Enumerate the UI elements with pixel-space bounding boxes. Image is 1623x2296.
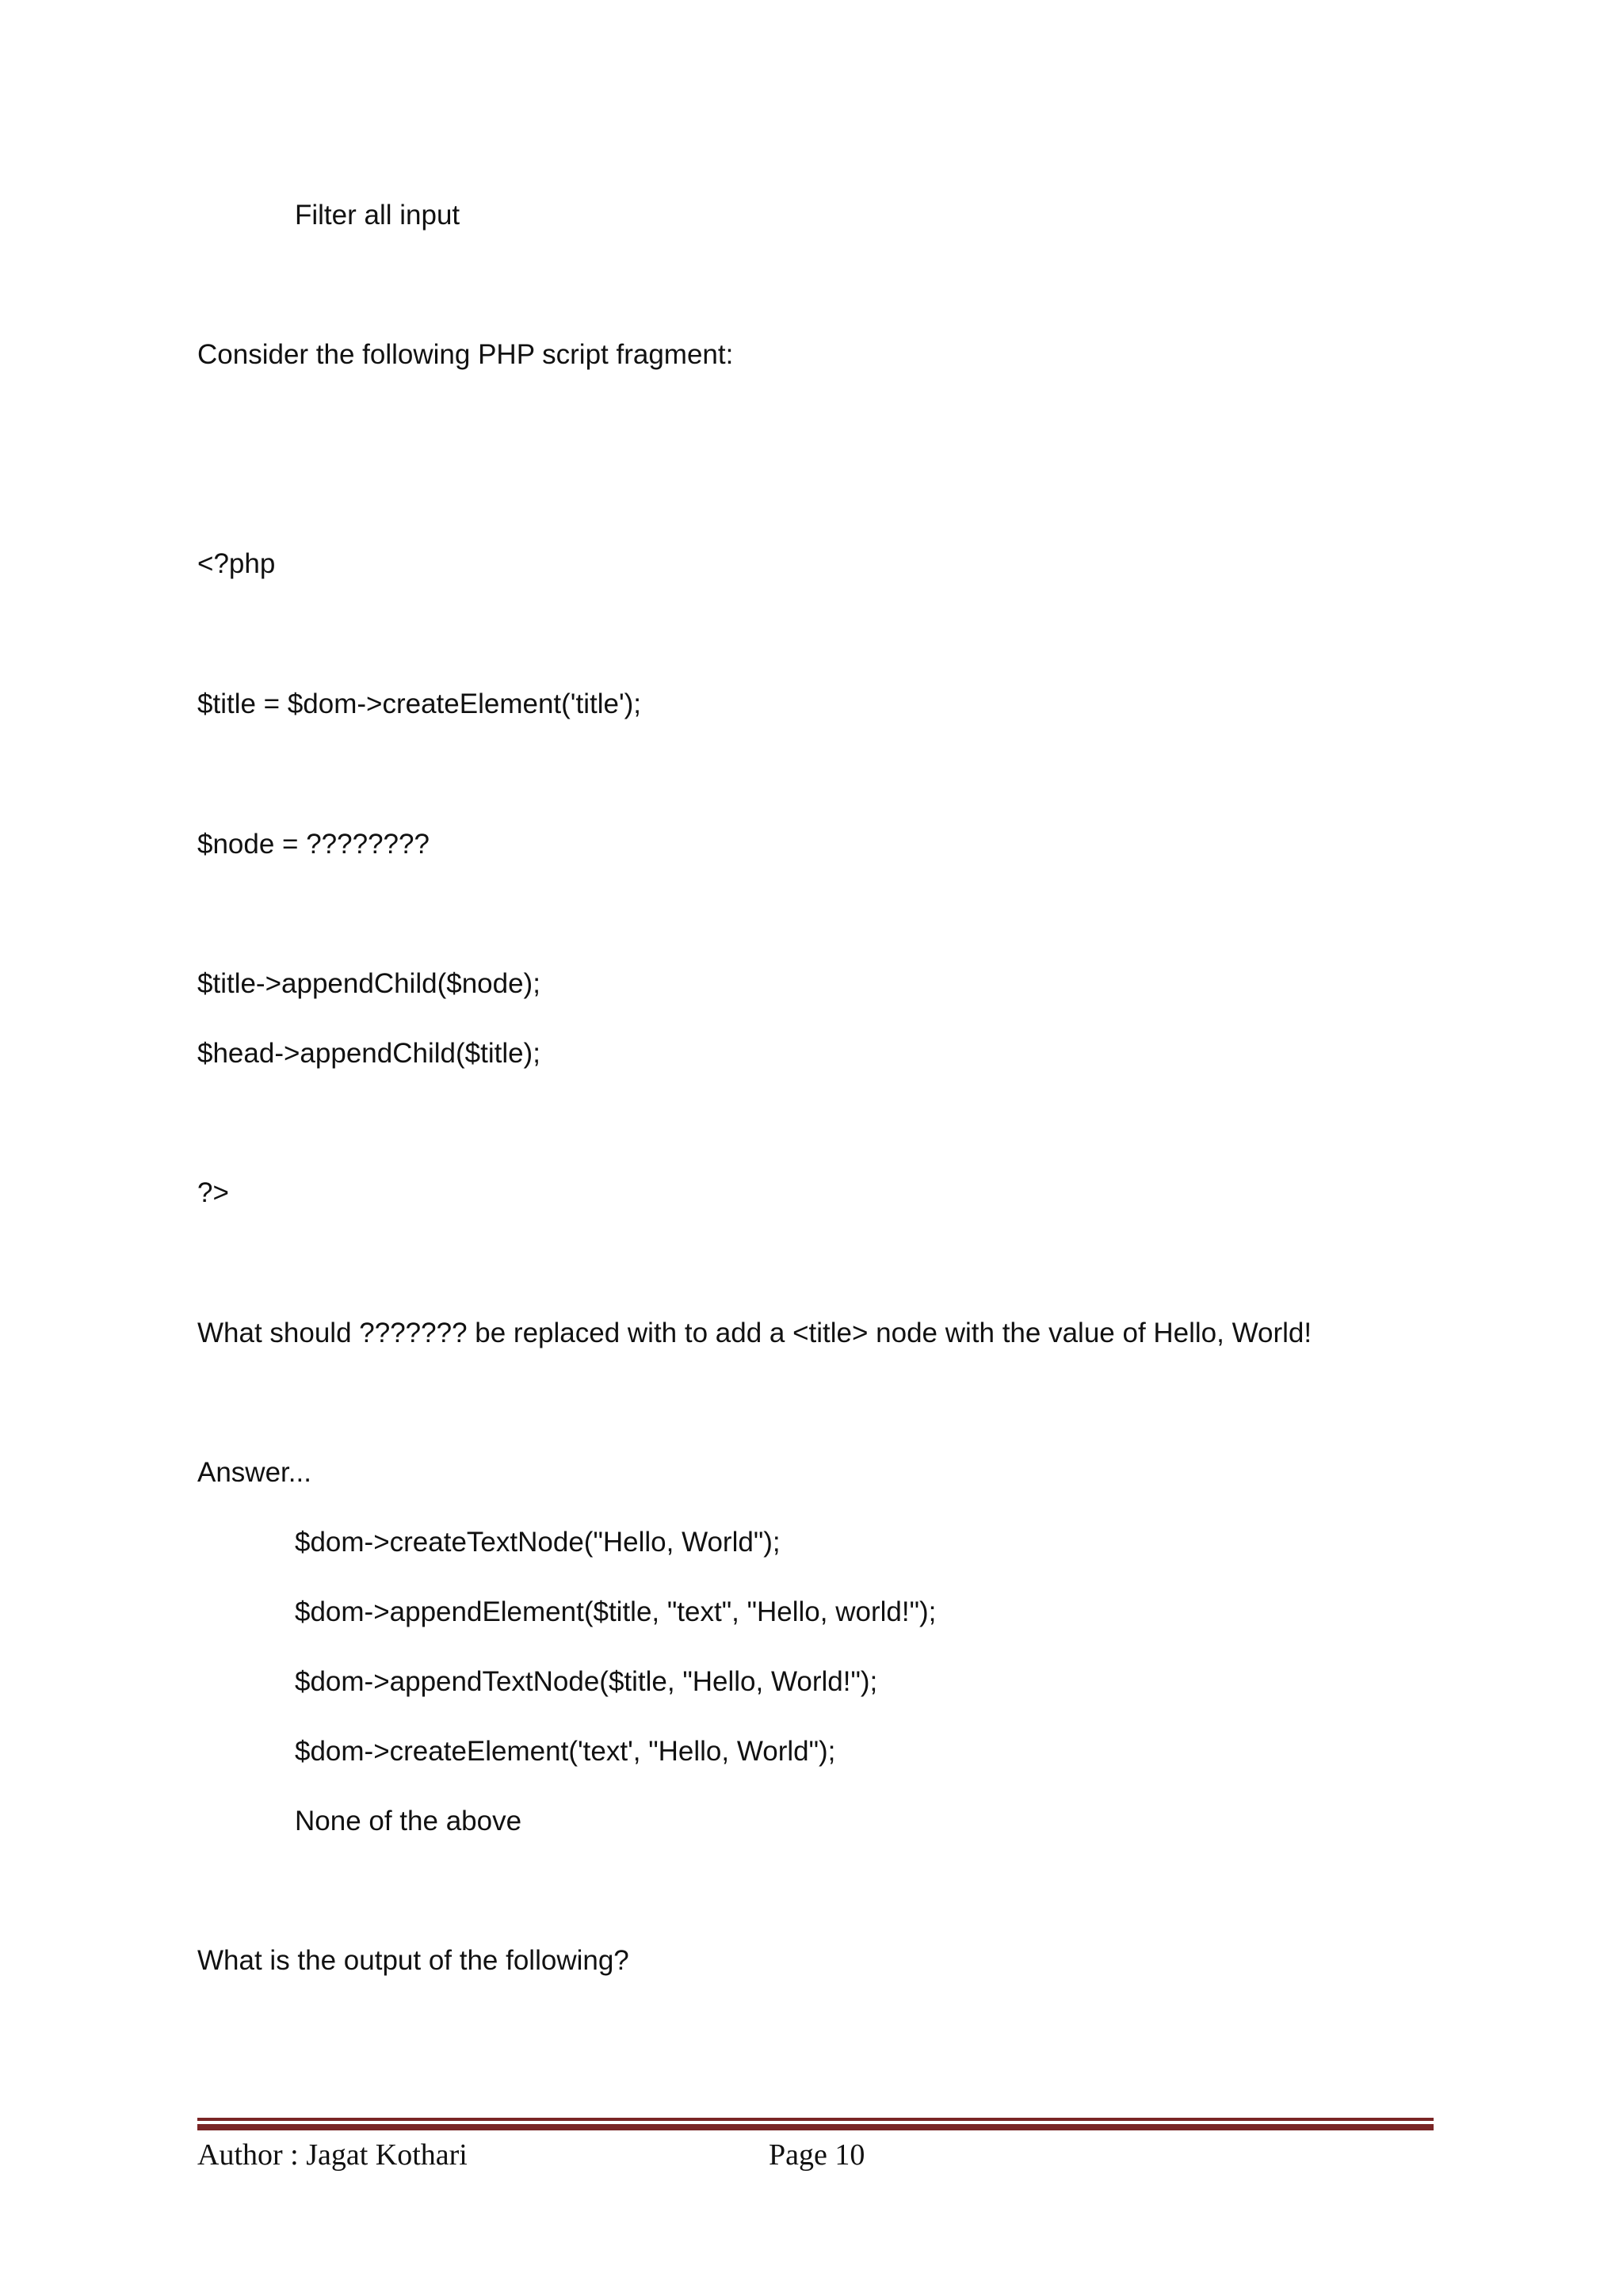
answer-label: Answer... bbox=[197, 1457, 311, 1488]
footer-page-number: Page 10 bbox=[769, 2138, 865, 2172]
answer-option: None of the above bbox=[295, 1806, 522, 1836]
code-line: ?> bbox=[197, 1177, 229, 1208]
code-line: $node = ???????? bbox=[197, 829, 430, 860]
answer-option: $dom->createTextNode("Hello, World"); bbox=[295, 1527, 781, 1558]
footer-rule-thin bbox=[197, 2118, 1434, 2121]
footer-author: Author : Jagat Kothari bbox=[197, 2138, 468, 2172]
footer-rule-thick bbox=[197, 2124, 1434, 2130]
code-line: $head->appendChild($title); bbox=[197, 1038, 540, 1069]
next-question-text: What is the output of the following? bbox=[197, 1945, 629, 1976]
code-line: $title = $dom->createElement('title'); bbox=[197, 688, 641, 719]
question-intro: Consider the following PHP script fragment: bbox=[197, 339, 734, 370]
answer-option-previous: Filter all input bbox=[295, 200, 460, 231]
code-line: <?php bbox=[197, 548, 276, 579]
answer-option: $dom->appendTextNode($title, "Hello, World!"); bbox=[295, 1666, 878, 1697]
answer-option: $dom->createElement('text', "Hello, World"); bbox=[295, 1736, 836, 1767]
question-text: What should ??????? be replaced with to add a <title> node with the value of Hello, World! bbox=[197, 1318, 1312, 1348]
code-line: $title->appendChild($node); bbox=[197, 968, 540, 999]
answer-option: $dom->appendElement($title, "text", "Hello, world!"); bbox=[295, 1596, 937, 1627]
